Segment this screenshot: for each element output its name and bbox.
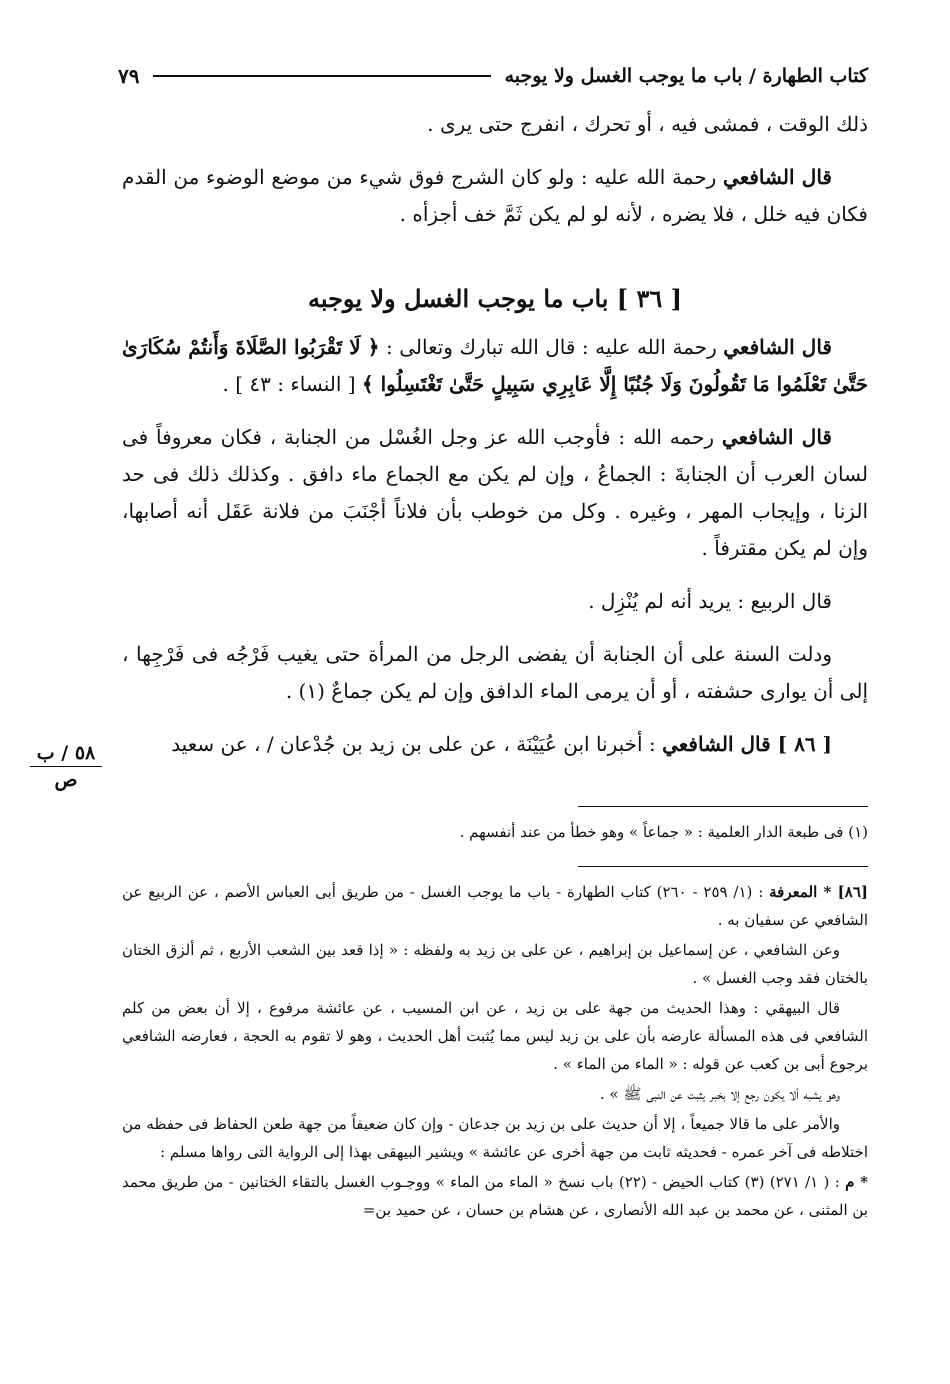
takhrij-entry <box>122 1110 868 1166</box>
takhrij-entry <box>122 1168 868 1224</box>
paragraph-continuation <box>122 106 868 143</box>
takhrij-source: [٨٦] * المعرفة <box>769 883 868 901</box>
chapter-heading: [ ٣٦ ] باب ما يوجب الغسل ولا يوجبه <box>307 284 683 313</box>
takhrij-entry <box>122 994 868 1078</box>
margin-siglum: ص <box>54 769 78 791</box>
takhrij-text: والأمر على ما قالا جميعاً ، إلا أن حديث على بن زيد بن جدعان - وإن كان ضعيفاً من جهة طعن الحفاظ فى حفظه من اختلاطه فى آخر عمره - فحديثه ثابت من جهة أخرى عن عائشة » ويشير البيهقى بهذا إلى الرواية التى رواها مسلم : <box>122 1115 868 1161</box>
speaker-name: قال الشافعي <box>723 335 832 359</box>
margin-manuscript-note <box>30 742 102 791</box>
speaker-name: قال الشافعي <box>662 732 771 756</box>
takhrij-text: : ( ١/ ٢٧١) (٣) كتاب الحيض - (٢٢) باب نسخ « الماء من الماء » ووجـوب الغسل بالتقاء الختانين - من طريق محمد بن المثنى ، عن محمد بن عبد الله الأنصارى ، عن هشام بن حسان ، عن حميد بن= <box>122 1173 868 1219</box>
speaker-name: قال الشافعي <box>721 425 832 449</box>
paragraph-text: رحمه الله : فأوجب الله عز وجل الغُسْل من الجنابة ، فكان معروفاً فى لسان العرب أن الجنابةَ : الجماعُ ، وإن لم يكن مع الجماع ماء دافق . وكذلك ذلك فى حد الزنا ، وإيجاب المهر ، وغيره . وكل من خوطب بأن فلاناً أجْنَبَ من فلانة عَقَل أنه أصابها، وإن لم يكن مقترفاً . <box>122 425 869 560</box>
takhrij-text: : (١/ ٢٥٩ - ٢٦٠) كتاب الطهارة - باب ما يوجب الغسل - من طريق أبى العباس الأصم ، عن الربيع عن الشافعي عن سفيان به . <box>122 883 868 929</box>
paragraph-sunnah <box>122 636 868 710</box>
footnote-text: (١) فى طبعة الدار العلمية : « جماعاً » وهو خطأ من عند أنفسهم . <box>459 823 868 841</box>
paragraph-text: ودلت السنة على أن الجنابة أن يفضى الرجل من المرأة حتى يغيب فَرْجُه فى فَرْجِها ، إلى أن يوارى حشفته ، أو أن يرمى الماء الدافق وإن لم يكن جماعٌ (١) . <box>122 642 868 703</box>
running-title: كتاب الطهارة / باب ما يوجب الغسل ولا يوجبه <box>504 65 868 87</box>
footnote-divider <box>578 806 868 807</box>
paragraph-rabi <box>122 583 868 620</box>
takhrij-notes <box>122 878 868 1226</box>
takhrij-text: قال البيهقي : وهذا الحديث من جهة على بن زيد ، عن ابن المسيب ، عن عائشة مرفوع ، إلا أن بعض من كلم الشافعي فى هذه المسألة عارضه بأن على بن زيد ليس مما يُثبت أهل الحديث ، وهو لا تقوم به الحجة ، فعارضه الشافعي برجوع أبى بن كعب عن قوله : « الماء من الماء » . <box>122 999 868 1073</box>
takhrij-text: وهو يشبه ألا يكون رجع إلا بخبر يثبت عن النبى ﷺ » . <box>599 1085 840 1103</box>
paragraph-text: رحمة الله عليه : قال الله تبارك وتعالى : <box>379 335 724 359</box>
takhrij-divider <box>578 866 868 867</box>
paragraph-hadith-86 <box>122 726 868 763</box>
paragraph-shafii-2 <box>122 419 868 567</box>
paragraph-text: : أخبرنا ابن عُيَيْنَة ، عن على بن زيد بن جُدْعان / ، عن سعيد <box>171 732 663 756</box>
takhrij-text: وعن الشافعي ، عن إسماعيل بن إبراهيم ، عن على بن زيد به ولفظه : « إذا قعد بين الشعب الأربع ، ثم ألزق الختان بالختان فقد وجب الغسل » . <box>122 941 868 987</box>
verse-reference: [ النساء : ٤٣ ] . <box>222 372 362 396</box>
takhrij-entry <box>122 1080 868 1108</box>
paragraph-shafii-1 <box>122 159 868 233</box>
quran-verse: ﴿ لَا تَقْرَبُوا الصَّلَاةَ وَأَنتُمْ سُكَارَىٰ حَتَّىٰ تَعْلَمُوا مَا تَقُولُونَ وَلَا جُنُبًا إِلَّا عَابِرِي سَبِيلٍ حَتَّىٰ تَغْتَسِلُوا ﴾ <box>122 335 868 396</box>
takhrij-entry <box>122 878 868 934</box>
paragraph-text: رحمة الله عليه : ولو كان الشرج فوق شيء من موضع الوضوء من القدم فكان فيه خلل ، فلا يضره ، لأنه لو لم يكن ثَمَّ خف أجزأه . <box>122 165 868 226</box>
paragraph-text: قال الربيع : يريد أنه لم يُنْزِل . <box>588 589 832 613</box>
page-number: ٧٩ <box>118 64 140 88</box>
paragraph-text: ذلك الوقت ، فمشى فيه ، أو تحرك ، انفرج حتى يرى . <box>427 112 868 136</box>
paragraph-verse <box>122 329 868 403</box>
takhrij-source: * م <box>845 1173 868 1191</box>
page-header <box>118 58 868 94</box>
footnote <box>122 818 868 846</box>
header-rule <box>153 75 490 77</box>
hadith-number: [ ٨٦ ] <box>770 732 832 756</box>
speaker-name: قال الشافعي <box>723 165 832 189</box>
takhrij-entry <box>122 936 868 992</box>
main-text <box>122 106 868 779</box>
margin-folio: ٥٨ / ب <box>30 742 102 767</box>
